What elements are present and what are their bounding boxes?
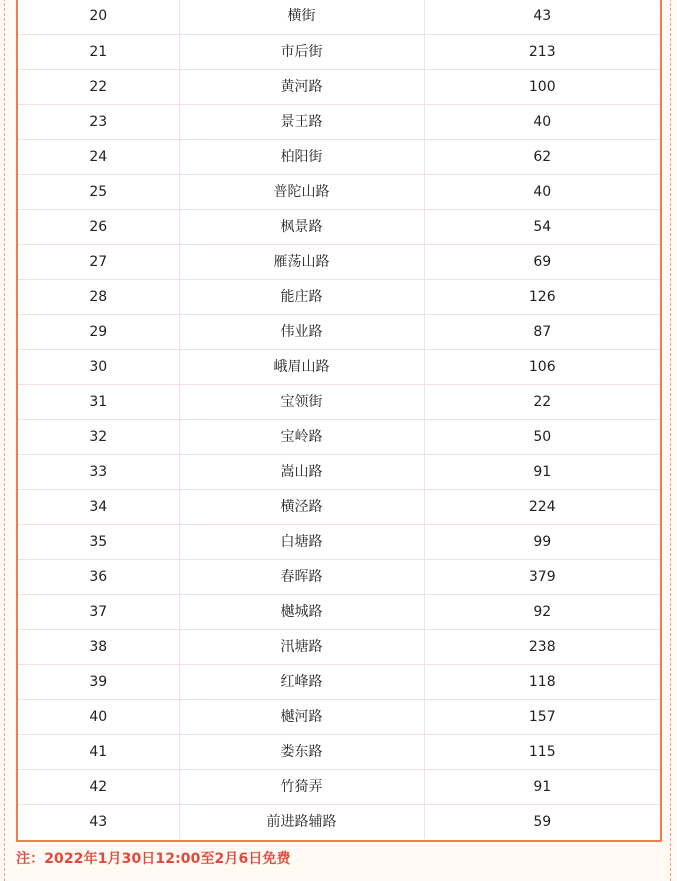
table-row [18,174,660,209]
space-count: 50 [424,419,660,454]
row-number: 37 [18,594,179,629]
space-count: 62 [424,139,660,174]
road-name: 竹猗弄 [179,769,424,804]
road-name: 横泾路 [179,489,424,524]
table-row [18,209,660,244]
road-name: 汛塘路 [179,629,424,664]
row-number: 40 [18,699,179,734]
space-count: 379 [424,559,660,594]
road-name: 红峰路 [179,664,424,699]
space-count: 40 [424,104,660,139]
space-count: 69 [424,244,660,279]
space-count: 126 [424,279,660,314]
table-row [18,34,660,69]
space-count: 59 [533,813,552,830]
row-number: 35 [18,524,179,559]
parking-table-container [16,0,662,842]
road-name: 樾城路 [179,594,424,629]
row-number: 28 [18,279,179,314]
row-number: 42 [18,769,179,804]
table-row [18,279,660,314]
space-count: 99 [424,524,660,559]
row-number: 41 [18,734,179,769]
free-parking-note: 注：2022年1月30日12:00至2月6日免费 [16,851,291,867]
space-count: 43 [424,0,660,34]
row-number: 31 [18,384,179,419]
table-row [18,664,660,699]
row-number: 32 [18,419,179,454]
road-name: 白塘路 [179,524,424,559]
road-name: 黄河路 [179,69,424,104]
space-count: 238 [424,629,660,664]
road-name: 宝岭路 [179,419,424,454]
road-name: 雁荡山路 [179,244,424,279]
space-count: 40 [424,174,660,209]
parking-table [18,0,660,839]
space-count: 22 [424,384,660,419]
table-row [18,349,660,384]
space-count: 92 [424,594,660,629]
table-row [18,454,660,489]
road-name: 景王路 [179,104,424,139]
row-number: 25 [18,174,179,209]
table-row [18,419,660,454]
row-number: 43 [18,804,179,839]
road-name: 柏阳街 [179,139,424,174]
space-count: 213 [424,34,660,69]
row-number: 26 [18,209,179,244]
space-count: 115 [424,734,660,769]
row-number: 23 [18,104,179,139]
row-number: 22 [18,69,179,104]
row-number: 29 [18,314,179,349]
row-number: 34 [18,489,179,524]
table-row [18,559,660,594]
road-name: 枫景路 [179,209,424,244]
road-name: 普陀山路 [179,174,424,209]
road-name: 娄东路 [179,734,424,769]
row-number: 27 [18,244,179,279]
road-name: 宝领街 [179,384,424,419]
space-count: 224 [424,489,660,524]
road-name: 市后街 [179,34,424,69]
table-row [18,629,660,664]
table-row [18,489,660,524]
road-name: 伟业路 [179,314,424,349]
road-name: 能庄路 [179,279,424,314]
table-row [18,734,660,769]
space-count: 118 [424,664,660,699]
road-name: 前进路辅路 [179,804,424,839]
table-row [18,699,660,734]
road-name: 横街 [179,0,424,34]
table-row [18,139,660,174]
space-count: 87 [424,314,660,349]
table-row [18,69,660,104]
row-number: 33 [18,454,179,489]
row-number: 30 [18,349,179,384]
table-row [18,0,660,34]
table-row [18,244,660,279]
row-number: 21 [18,34,179,69]
table-body [18,0,660,839]
space-count: 91 [424,769,660,804]
row-number: 39 [18,664,179,699]
table-row [18,314,660,349]
table-row [18,384,660,419]
space-count: 106 [424,349,660,384]
table-row [18,594,660,629]
table-row [18,769,660,804]
row-number: 20 [18,0,179,34]
space-count: 157 [424,699,660,734]
table-row [18,804,660,839]
row-number: 38 [18,629,179,664]
road-name: 嵩山路 [179,454,424,489]
road-name: 峨眉山路 [179,349,424,384]
table-row [18,524,660,559]
road-name: 樾河路 [179,699,424,734]
space-count: 100 [424,69,660,104]
space-count: 91 [424,454,660,489]
row-number: 24 [18,139,179,174]
road-name: 春晖路 [179,559,424,594]
table-row [18,104,660,139]
row-number: 36 [18,559,179,594]
space-count: 54 [424,209,660,244]
